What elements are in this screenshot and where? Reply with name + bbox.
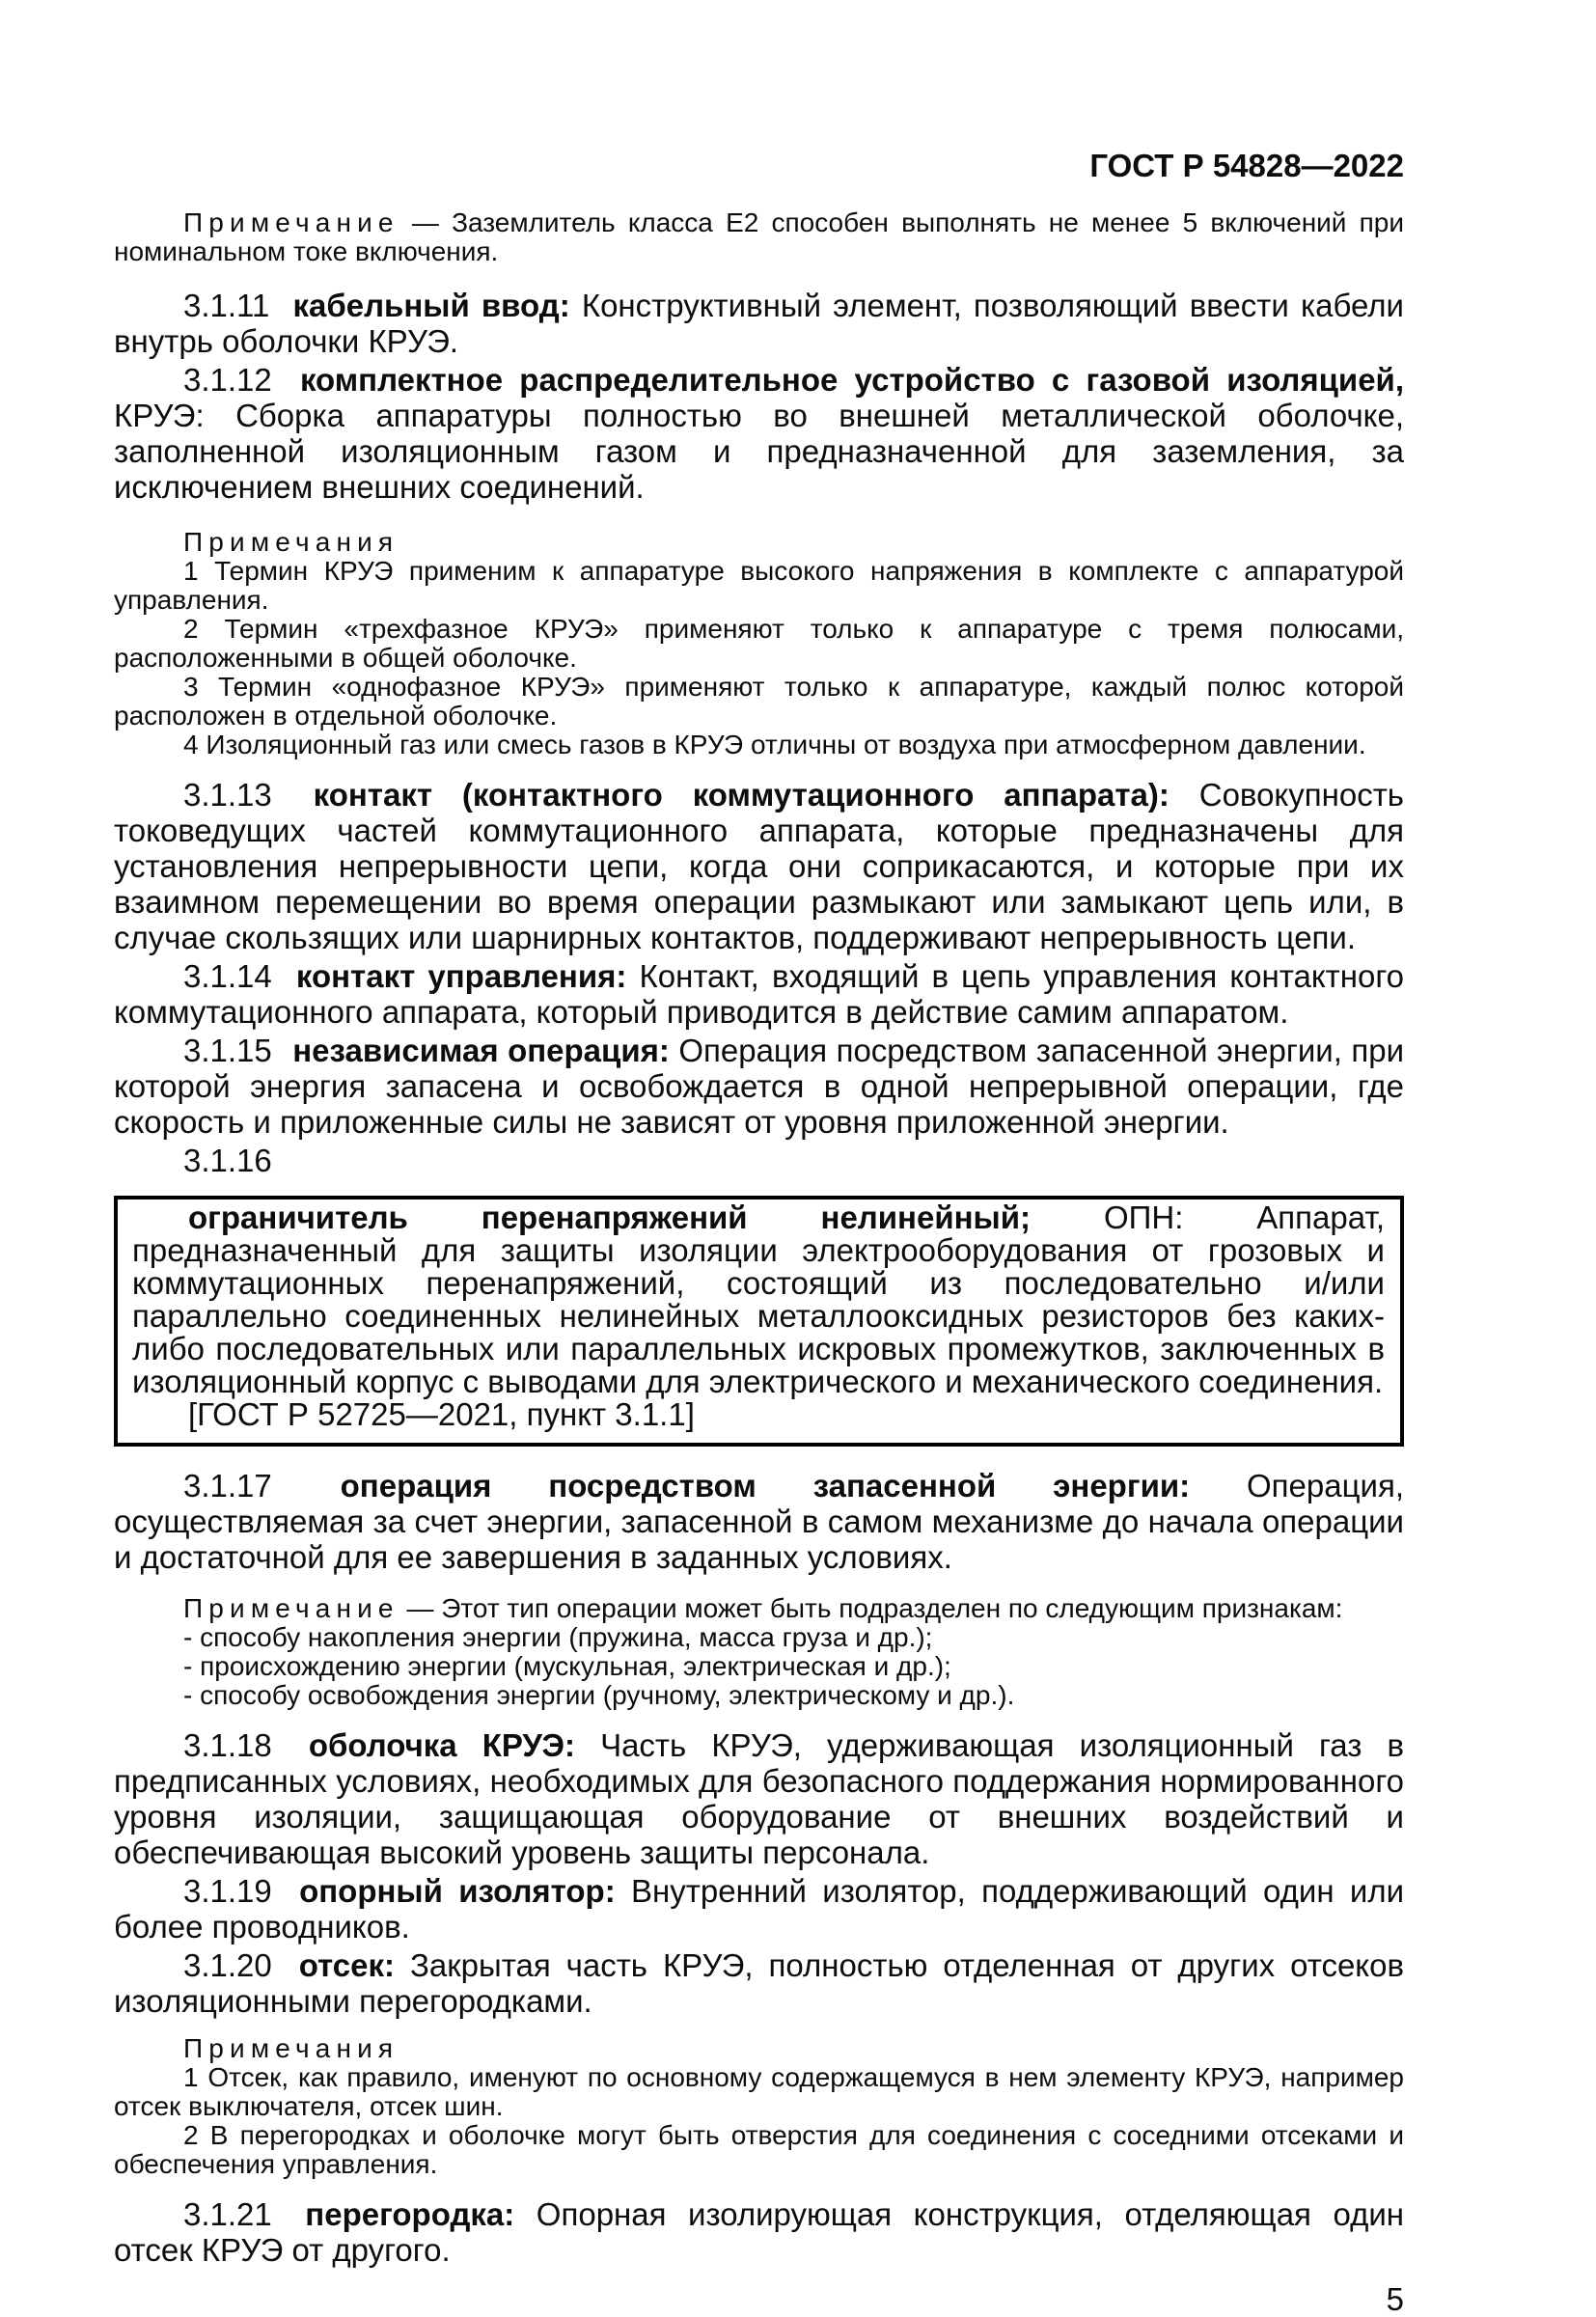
boxed-definition-text: ОПН: Аппарат, предназначенный для защиты изоляции электрооборудования от грозовых и коммутационных перенапряжений, состоящий из последовательно и/или параллельно соединенных нелинейных металлооксидных резисторов без каких-либо последовательных или параллельных искровых промежутков, заключенных в изоляционный корпус с выводами для электрического и механического соединения. <box>132 1200 1385 1399</box>
clause-term: кабельный ввод: <box>292 288 570 323</box>
clause-term: опорный изолятор: <box>299 1873 616 1909</box>
clause-number: 3.1.17 <box>183 1468 272 1503</box>
clause-term: контакт управления: <box>295 958 627 994</box>
clause-definition: Опорная изолирующая конструкция, отделяющая один отсек КРУЭ от другого. <box>114 2196 1404 2268</box>
clause-number: 3.1.13 <box>183 777 272 813</box>
note-operation-heading <box>114 1594 1404 1623</box>
clause-3-1-11 <box>114 288 1404 359</box>
note-item-1: 1 Отсек, как правило, именуют по основному содержащемуся в нем элементу КРУЭ, например отсек выключателя, отсек шин. <box>114 2062 1404 2121</box>
note-bullet-1: - способу накопления энергии (пружина, масса груза и др.); <box>183 1622 933 1652</box>
clause-number: 3.1.21 <box>183 2196 272 2232</box>
boxed-term: ограничитель перенапряжений нелинейный; <box>188 1200 1032 1235</box>
notes-block-otsek <box>114 2034 1404 2179</box>
clause-definition: Часть КРУЭ, удерживающая изоляционный газ в предписанных условиях, необходимых для безопасного поддержания нормированного уровня изоляции, защищающая оборудование от внешних воздействий и обеспечивающая высокий уровень защиты персонала. <box>114 1727 1405 1870</box>
note-item-2: 2 В перегородках и оболочке могут быть отверстия для соединения с соседними отсеками и обеспечения управления. <box>114 2120 1404 2179</box>
clause-term: операция посредством запасенной энергии: <box>340 1468 1191 1503</box>
note-grounding-switch <box>114 208 1404 266</box>
clause-number: 3.1.14 <box>183 958 272 994</box>
clause-3-1-19 <box>114 1873 1404 1945</box>
clause-term: перегородка: <box>305 2196 515 2232</box>
note-bullet-3: - способу освобождения энергии (ручному, электрическому и др.). <box>183 1680 1015 1710</box>
clause-definition: Внутренний изолятор, поддерживающий один или более проводников. <box>114 1873 1405 1945</box>
clause-term: комплектное распределительное устройство с газовой изоляцией, <box>299 362 1405 398</box>
notes-heading: Примечания <box>183 527 399 557</box>
note-item-1: 1 Термин КРУЭ применим к аппаратуре высокого напряжения в комплекте с аппаратурой управления. <box>114 556 1404 615</box>
document-code-header: ГОСТ Р 54828—2022 <box>1089 148 1404 183</box>
clause-term: контакт (контактного коммутационного аппарата): <box>313 777 1169 813</box>
note-item-3: 3 Термин «однофазное КРУЭ» применяют только к аппаратуре, каждый полюс которой расположен в отдельной оболочке. <box>114 672 1404 731</box>
clause-term: оболочка КРУЭ: <box>308 1727 575 1763</box>
clause-definition: Совокупность токоведущих частей коммутационного аппарата, которые предназначены для установления непрерывности цепи, когда они соприкасаются, и которые при их взаимном перемещении во время операции размыкают или замыкают цепь или, в случае скользящих или шарнирных контактов, поддерживают непрерывность цепи. <box>114 777 1404 955</box>
clause-3-1-17 <box>114 1468 1404 1575</box>
clause-definition: Закрытая часть КРУЭ, полностью отделенная от других отсеков изоляционными перегородками. <box>114 1947 1405 2019</box>
clause-number: 3.1.18 <box>183 1727 272 1763</box>
boxed-definition-opn <box>114 1196 1404 1447</box>
clause-number: 3.1.11 <box>183 288 270 323</box>
note-block-operation <box>114 1594 1404 1710</box>
note-text: — Этот тип операции может быть подразделен по следующим признакам: <box>406 1593 1343 1623</box>
note-label: Примечание <box>183 207 399 237</box>
boxed-definition-source: [ГОСТ Р 52725—2021, пункт 3.1.1] <box>188 1396 695 1432</box>
clause-definition: Операция посредством запасенной энергии, при которой энергия запасена и освобождается в одной непрерывной операции, где скорость и приложенные силы не зависят от уровня приложенной энергии. <box>114 1033 1405 1140</box>
notes-heading: Примечания <box>183 2033 399 2063</box>
boxed-definition-paragraph <box>132 1201 1385 1398</box>
page-number: 5 <box>1386 2281 1404 2317</box>
notes-block-krue <box>114 528 1404 759</box>
note-text: — Заземлитель класса Е2 способен выполнять не менее 5 включений при номинальном токе включения. <box>114 207 1405 266</box>
clause-definition: КРУЭ: Сборка аппаратуры полностью во внешней металлической оболочке, заполненной изоляционным газом и предназначенной для заземления, за исключением внешних соединений. <box>114 398 1404 505</box>
note-item-4: 4 Изоляционный газ или смесь газов в КРУЭ отличны от воздуха при атмосферном давлении. <box>183 730 1366 759</box>
clause-3-1-20 <box>114 1947 1404 2019</box>
note-bullet-2: - происхождению энергии (мускульная, электрическая и др.); <box>183 1651 951 1681</box>
clause-definition: Конструктивный элемент, позволяющий ввести кабели внутрь оболочки КРУЭ. <box>114 288 1404 359</box>
clause-3-1-21 <box>114 2196 1404 2268</box>
clause-number: 3.1.19 <box>183 1873 272 1909</box>
clause-term: отсек: <box>298 1947 395 1983</box>
note-label: Примечание <box>183 1593 399 1623</box>
clause-3-1-13 <box>114 777 1404 955</box>
clause-number: 3.1.15 <box>183 1033 272 1068</box>
clause-number: 3.1.16 <box>183 1143 272 1178</box>
clause-3-1-14 <box>114 958 1404 1030</box>
clause-term: независимая операция: <box>292 1033 670 1068</box>
clause-number: 3.1.20 <box>183 1947 272 1983</box>
clause-number: 3.1.12 <box>183 362 272 398</box>
clause-3-1-16 <box>114 1143 1404 1178</box>
clause-definition: Контакт, входящий в цепь управления контактного коммутационного аппарата, который приводится в действие самим аппаратом. <box>114 958 1405 1030</box>
clause-3-1-12 <box>114 362 1404 505</box>
clause-3-1-15 <box>114 1033 1404 1140</box>
note-item-2: 2 Термин «трехфазное КРУЭ» применяют только к аппаратуре с тремя полюсами, расположенными в общей оболочке. <box>114 614 1404 673</box>
clause-3-1-18 <box>114 1727 1404 1870</box>
clause-definition: Операция, осуществляемая за счет энергии, запасенной в самом механизме до начала операции и достаточной для ее завершения в заданных условиях. <box>114 1468 1404 1575</box>
